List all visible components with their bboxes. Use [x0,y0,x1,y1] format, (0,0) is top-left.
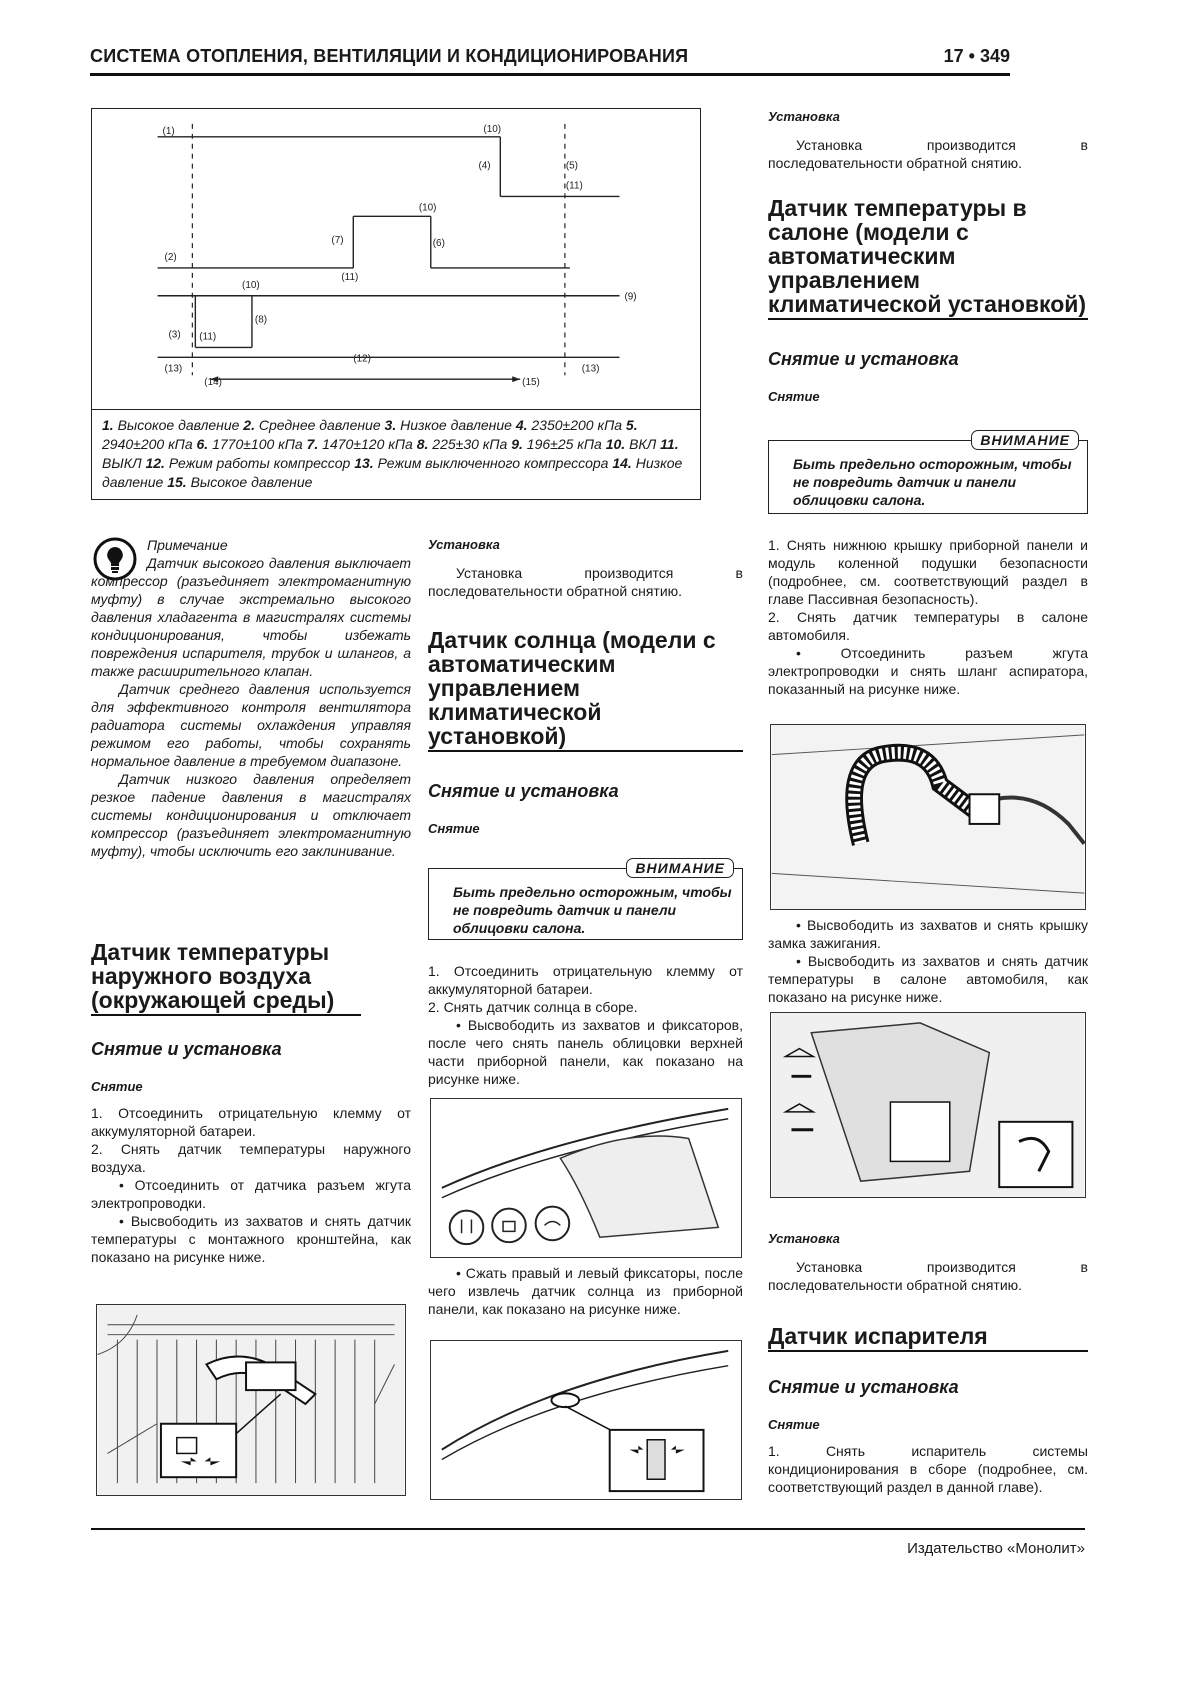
warning-tag: ВНИМАНИЕ [626,858,734,878]
step-1: 1. Отсоединить отрицательную клемму от аккумуляторной батареи. [91,1105,411,1139]
sun-sensor-steps-2 [428,1264,743,1318]
warning-tag: ВНИМАНИЕ [971,430,1079,450]
label-9: (9) [624,291,637,303]
caption-number: 1. [102,417,114,433]
cabin-sensor-photo [770,1012,1086,1198]
step-4: • Сжать правый и левый фиксаторы, после чего извлечь датчик солнца из приборной панели, как показано на рисунке ниже. [428,1265,743,1317]
label-13-a: (13) [164,363,183,375]
caption-number: 2. [243,417,255,433]
note-paragraph-2: Датчик среднего давления используется для эффективного контроля вентилятора радиатора системы охлаждения управляя режимом его работы, чтобы сохранять нормальное давление в требуемом диапазоне. [91,681,411,769]
cabin-sensor-steps [768,536,1088,698]
column-3-bottom [768,1230,1088,1496]
outdoor-sensor-section [91,940,411,1266]
installation-subheading: Установка [428,537,500,552]
caption-number: 7. [306,436,319,452]
publisher: Издательство «Монолит» [907,1540,1085,1557]
step-5: • Высвободить из захватов и снять датчик температуры в салоне автомобиля, как показано на рисунке ниже. [768,953,1088,1005]
removal-subheading: Снятие [91,1079,143,1094]
caption-number: 10. [605,436,626,452]
sun-sensor-steps [428,962,743,1088]
caption-number: 14. [612,455,632,471]
label-10-c: (10) [242,279,260,291]
label-12: (12) [353,353,371,365]
removal-installation-heading: Снятие и установка [428,781,619,801]
caption-text: 2350±200 кПа [527,417,626,433]
label-1: (1) [162,125,175,137]
warning-box [428,860,743,940]
label-11-c: (11) [199,331,217,343]
page-number: 17 • 349 [943,46,1010,66]
caption-number: 15. [167,474,187,490]
warning-text: Быть предельно осторожным, чтобы не повредить датчик и панели облицовки салона. [453,884,732,936]
caption-text: ВКЛ [625,436,661,452]
step-3: • Отсоединить от датчика разъем жгута электропроводки. [91,1177,411,1211]
section-title: СИСТЕМА ОТОПЛЕНИЯ, ВЕНТИЛЯЦИИ И КОНДИЦИОНИРОВАНИЯ [90,46,689,66]
note-title: Примечание [147,537,228,553]
step-1: 1. Снять испаритель системы кондиционирования в сборе (подробнее, см. соответствующий раздел в данной главе). [768,1443,1088,1495]
label-2: (2) [164,251,177,263]
pressure-diagram [91,108,701,410]
caption-text: ВЫКЛ [102,455,146,471]
label-10-a: (10) [483,123,502,135]
step-4: • Высвободить из захватов и снять крышку замка зажигания. [768,917,1088,951]
removal-subheading: Снятие [768,389,820,404]
label-14: (14) [204,377,222,389]
step-1: 1. Отсоединить отрицательную клемму от аккумуляторной батареи. [428,963,743,997]
caption-text: 1470±120 кПа [318,436,417,452]
warning-text: Быть предельно осторожным, чтобы не повредить датчик и панели облицовки салона. [793,456,1072,508]
note-paragraph-1: Датчик высокого давления выключает компрессор (разъединяет электромагнитную муфту) в случае экстремально высокого давления хладагента в магистралях системы кондиционирования, чтобы избежать повреждения испарителя, трубок и шлангов, а также расширительного клапан. [91,555,411,679]
footer-rule [91,1528,1085,1530]
installation-text: Установка производится в последовательности обратной снятию. [768,137,1088,171]
step-3: • Высвободить из захватов и фиксаторов, после чего снять панель облицовки верхней части приборной панели, как показано на рисунке ниже. [428,1017,743,1087]
label-8: (8) [254,314,268,326]
aspirator-hose-photo [770,724,1086,910]
removal-subheading: Снятие [428,821,480,836]
label-3: (3) [168,329,181,341]
installation-subheading: Установка [768,1231,840,1246]
caption-text: Высокое давление [186,474,313,490]
label-7: (7) [331,235,344,247]
step-2: 2. Снять датчик температуры в салоне автомобиля. [768,609,1088,643]
caption-text: 2940±200 кПа [102,436,197,452]
removal-installation-heading: Снятие и установка [768,349,959,369]
sun-sensor-heading: Датчик солнца (модели с автоматическим управлением климатической установкой) [428,628,743,752]
label-5: (5) [565,160,579,172]
label-10-b: (10) [418,202,437,214]
label-11-b: (11) [341,271,359,283]
caption-text: Низкое давление [102,455,683,490]
warning-box [768,432,1088,514]
sun-sensor-photo [430,1340,742,1500]
caption-number: 8. [416,436,429,452]
dashboard-panel-photo [430,1098,742,1258]
column-3-top [768,108,1088,406]
page-header [90,42,1010,76]
removal-subheading: Снятие [768,1417,820,1432]
diagram-caption [91,410,701,500]
label-6: (6) [432,238,445,250]
caption-number: 13. [354,455,374,471]
cabin-sensor-steps-2 [768,916,1088,1006]
caption-number: 3. [384,417,397,433]
outdoor-sensor-photo [96,1304,406,1496]
step-4: • Высвободить из захватов и снять датчик температуры с монтажного кронштейна, как показано на рисунке ниже. [91,1213,411,1265]
caption-text: 196±25 кПа [522,436,606,452]
column-2-top [428,536,743,838]
removal-installation-heading: Снятие и установка [768,1377,959,1397]
caption-number: 6. [196,436,209,452]
label-15: (15) [522,377,540,389]
installation-text: Установка производится в последовательности обратной снятию. [768,1259,1088,1293]
caption-text: Режим работы компрессор [164,455,355,471]
step-2: 2. Снять датчик солнца в сборе. [428,999,638,1015]
step-3: • Отсоединить разъем жгута электропроводки и снять шланг аспиратора, показанный на рисунке ниже. [768,645,1088,697]
caption-text: Режим выключенного компрессора [373,455,613,471]
label-11-a: (11) [565,180,583,192]
caption-number: 12. [145,455,165,471]
caption-number: 5. [625,417,638,433]
evaporator-sensor-heading: Датчик испарителя [768,1324,1088,1352]
caption-number: 9. [511,436,523,452]
note-paragraph-3: Датчик низкого давления определяет резкое падение давления в магистралях системы кондиционирования и отключает компрессор (разъединяет электромагнитную муфту), чтобы исключить его заклинивание. [91,771,411,859]
note-block [91,536,411,860]
caption-text: 1770±100 кПа [208,436,307,452]
removal-installation-heading: Снятие и установка [91,1039,282,1059]
installation-subheading: Установка [768,109,840,124]
step-1: 1. Снять нижнюю крышку приборной панели и модуль коленной подушки безопасности (подробнее, см. соответствующий раздел в главе Пассивная безопасность). [768,537,1088,607]
caption-text: 225±30 кПа [428,436,512,452]
caption-text: Высокое давление [113,417,244,433]
outdoor-sensor-heading: Датчик температуры наружного воздуха (окружающей среды) [91,940,361,1016]
installation-text: Установка производится в последовательности обратной снятию. [428,565,743,599]
caption-number: 4. [515,417,528,433]
cabin-sensor-heading: Датчик температуры в салоне (модели с автоматическим управлением климатической установкой) [768,196,1088,320]
caption-text: Среднее давление [254,417,385,433]
label-4: (4) [478,160,491,172]
label-13-b: (13) [581,363,600,375]
step-2: 2. Снять датчик температуры наружного воздуха. [91,1141,411,1175]
caption-text: Низкое давление [396,417,516,433]
caption-number: 11. [660,436,679,452]
